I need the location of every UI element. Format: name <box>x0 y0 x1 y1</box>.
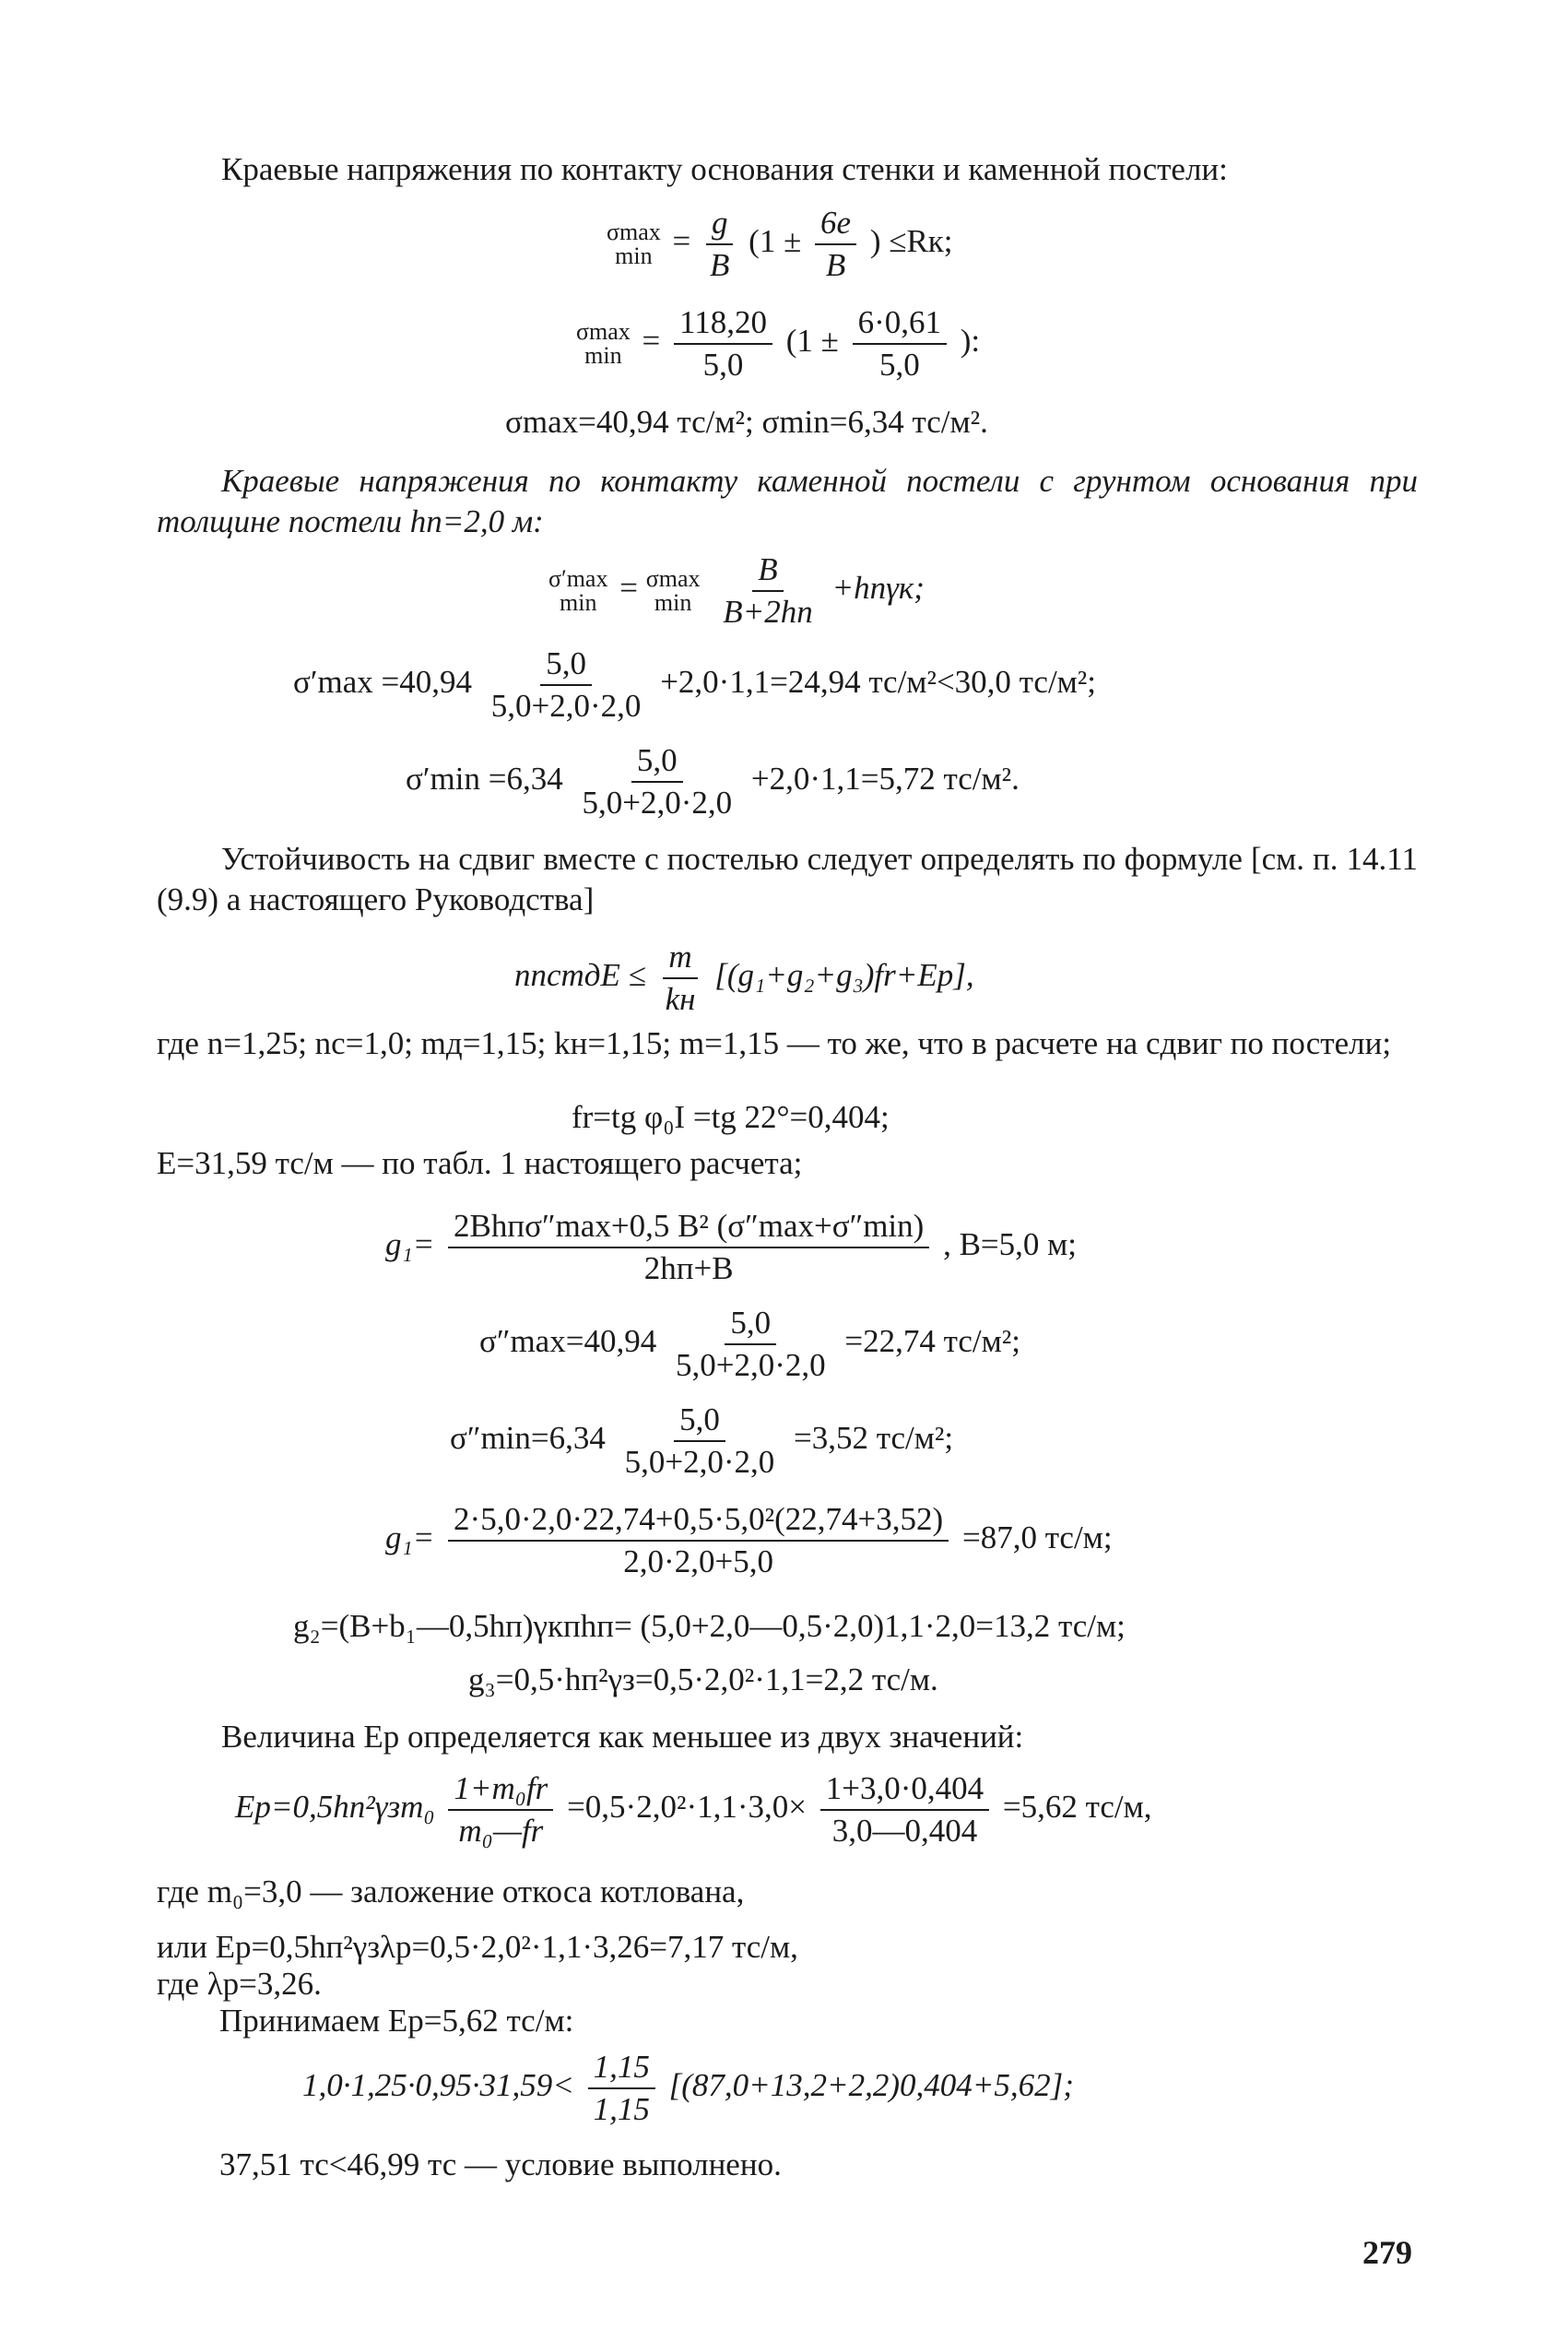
formula-tail: +2,0·1,1=5,72 тс/м². <box>750 761 1020 798</box>
formula-tail: +2,0·1,1=24,94 тс/м²<30,0 тс/м²; <box>660 664 1097 701</box>
formula-lhs: 1,0·1,25·0,95·31,59< <box>302 2067 574 2104</box>
fraction-numerator: 118,20 <box>674 304 772 345</box>
formula-tail: =22,74 тс/м²; <box>844 1323 1020 1360</box>
fraction-denominator: kн <box>665 981 696 1017</box>
formula-g1-numeric <box>385 1501 1113 1580</box>
formula-sigma-double-prime-min <box>450 1401 953 1481</box>
formula-shear-condition <box>514 939 974 1018</box>
fraction-numerator: 6·0,61 <box>853 304 947 345</box>
fraction-numerator: 5,0 <box>631 742 683 783</box>
formula-tail: =5,62 тс/м, <box>1002 1789 1152 1826</box>
mid-top: σmax <box>645 565 701 592</box>
fraction-numerator: 1+3,0·0,404 <box>820 1770 989 1811</box>
formula-lhs: g₁= <box>385 1519 435 1556</box>
fraction-denominator: 5,0 <box>702 347 744 383</box>
formula-tail: [(87,0+13,2+2,2)0,404+5,62]; <box>668 2067 1074 2104</box>
formula-sigma-prime-general: σ′max min = σmax min $\frac{B}{B+2hп}$ +hпγк; <box>548 551 925 630</box>
fraction-numerator: 6e <box>815 205 856 245</box>
lhs-bottom: min <box>615 242 653 269</box>
fraction-numerator: 1,15 <box>588 2049 655 2089</box>
bracket-open: (1 ± <box>749 223 802 260</box>
fraction-denominator: 2,0·2,0+5,0 <box>623 1543 773 1579</box>
formula-sigma-prime-min <box>406 742 1020 822</box>
formula-lhs: g₁= <box>385 1226 435 1263</box>
formula-lhs: σ′max =40,94 <box>293 664 473 701</box>
paragraph-coefficients: где n=1,25; nс=1,0; mд=1,15; kн=1,15; m=1,15 — то же, что в расчете на сдвиг по постели; <box>157 1025 1392 1061</box>
formula-final-check <box>302 2049 1074 2128</box>
formula-ep <box>235 1770 1152 1850</box>
lhs-top: σ′max <box>548 565 608 592</box>
formula-lhs: σ″max=40,94 <box>479 1323 657 1360</box>
lhs-bottom: min <box>584 342 622 369</box>
paragraph-alt-ep: или Eр=0,5hп²γзλр=0,5·2,0²·1,1·3,26=7,17 тс/м, <box>157 1929 798 1965</box>
formula-g3: g₃=0,5·hп²γз=0,5·2,0²·1,1=2,2 тс/м. <box>468 1661 938 1697</box>
formula-sigma-results: σmax=40,94 тс/м²; σmin=6,34 тс/м². <box>505 404 988 440</box>
formula-sigma-double-prime-max <box>479 1305 1020 1384</box>
formula-lhs: Eр=0,5hп²γзm₀ <box>235 1789 435 1826</box>
formula-middle: =0,5·2,0²·1,1·3,0× <box>567 1789 807 1826</box>
formula-tail: ): <box>960 323 981 360</box>
paragraph-ep-value: Величина Eр определяется как меньшее из двух значений: <box>221 1719 1024 1755</box>
lhs-top: σmax <box>576 318 631 345</box>
fraction-numerator: 5,0 <box>674 1401 725 1442</box>
formula-g2: g₂=(B+b₁—0,5hп)γкпhп= (5,0+2,0—0,5·2,0)1,1·2,0=13,2 тс/м; <box>293 1608 1126 1644</box>
fraction-denominator: B <box>710 247 730 283</box>
formula-friction: fr=tg φ₀I =tg 22°=0,404; <box>572 1099 890 1135</box>
formula-lhs: nnсmдE ≤ <box>514 957 646 994</box>
fraction-denominator: 1,15 <box>593 2091 650 2127</box>
bracket-open: (1 ± <box>785 323 839 360</box>
formula-tail: [(g₁+g₂+g₃)fr+Eр], <box>714 957 974 994</box>
formula-lhs: σ″min=6,34 <box>450 1420 606 1457</box>
formula-lhs: σ′min =6,34 <box>406 761 563 798</box>
formula-sigma-prime-max <box>293 645 1096 725</box>
fraction-numerator: 5,0 <box>540 645 592 686</box>
formula-tail: =3,52 тс/м²; <box>794 1420 954 1457</box>
equals-sign: = <box>642 323 661 360</box>
paragraph-accept: Принимаем Eр=5,62 тс/м: <box>219 2003 574 2039</box>
fraction-denominator: 5,0 <box>878 347 920 383</box>
fraction-numerator: 2Bhпσ″max+0,5 B² (σ″max+σ″min) <box>448 1208 929 1248</box>
formula-sigma-general <box>607 205 953 284</box>
fraction-denominator: 5,0+2,0·2,0 <box>624 1444 775 1480</box>
mid-bottom: min <box>654 589 692 616</box>
paragraph-conclusion: 37,51 тс<46,99 тс — условие выполнено. <box>219 2146 782 2182</box>
fraction-denominator: B+2hп <box>723 594 813 630</box>
lhs-bottom: min <box>560 589 597 616</box>
paragraph-edge-stresses: Краевые напряжения по контакту основания стенки и каменной постели: <box>221 151 1228 187</box>
fraction-denominator: 5,0+2,0·2,0 <box>490 688 642 724</box>
fraction-numerator: B <box>752 551 783 592</box>
fraction-denominator: B <box>825 247 846 283</box>
equals-sign: = <box>672 223 691 260</box>
paragraph-lambda: где λр=3,26. <box>157 1966 322 2002</box>
paragraph-bed-stresses: Краевые напряжения по контакту каменной постели с грунтом основания при толщине постели hп=2,0 м: <box>157 463 1418 539</box>
formula-tail: , B=5,0 м; <box>943 1226 1078 1263</box>
fraction-numerator: 2·5,0·2,0·22,74+0,5·5,0²(22,74+3,52) <box>448 1501 949 1542</box>
paragraph-earth-pressure: E=31,59 тс/м — по табл. 1 настоящего расчета; <box>157 1145 803 1181</box>
fraction-numerator: 5,0 <box>725 1305 776 1345</box>
formula-sigma-numeric <box>576 304 980 384</box>
paragraph-stability: Устойчивость на сдвиг вместе с постелью следует определять по формуле [см. п. 14.11 (9.9) а настоящего Руководства] <box>157 841 1418 917</box>
formula-tail: ) ≤Rк; <box>869 223 953 260</box>
formula-tail: =87,0 тс/м; <box>961 1519 1113 1556</box>
fraction-denominator: 5,0+2,0·2,0 <box>675 1347 826 1383</box>
paragraph-slope: где m₀=3,0 — заложение откоса котлована, <box>157 1874 745 1909</box>
lhs-top: σmax <box>607 219 661 245</box>
page-number: 279 <box>1362 2234 1412 2271</box>
fraction-numerator: m <box>663 939 697 979</box>
fraction-numerator: 1+m₀fr <box>448 1770 553 1811</box>
fraction-denominator: m₀—fr <box>458 1813 544 1849</box>
fraction-numerator: g <box>706 205 734 245</box>
fraction-denominator: 2hп+B <box>643 1250 734 1286</box>
formula-tail: +hпγк; <box>831 570 925 607</box>
fraction-denominator: 3,0—0,404 <box>831 1813 978 1849</box>
formula-g1-general <box>385 1208 1077 1287</box>
fraction-denominator: 5,0+2,0·2,0 <box>582 785 733 821</box>
